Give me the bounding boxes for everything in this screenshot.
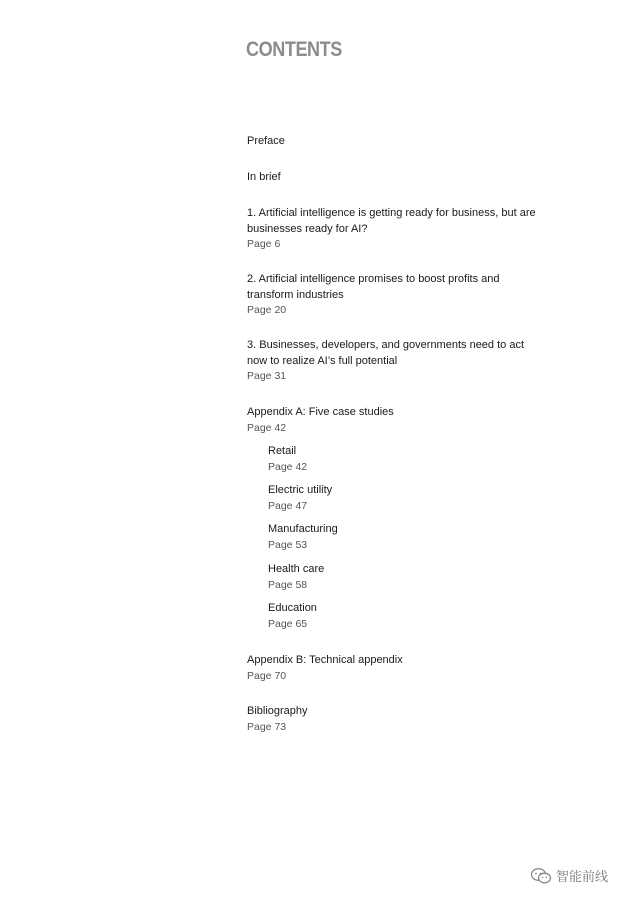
toc-entry-page: Page 42: [247, 421, 287, 434]
toc-entry-page: Page 20: [247, 304, 287, 316]
wechat-icon: [530, 867, 552, 885]
toc-entry-title: Bibliography: [247, 705, 308, 717]
toc-entry-page: Page 53: [268, 538, 308, 551]
toc-entry-page: Page 65: [268, 617, 308, 630]
page-title: CONTENTS: [246, 38, 342, 61]
toc-entry-title: In brief: [247, 171, 281, 183]
toc-entry-appendix-a[interactable]: [247, 405, 537, 436]
toc-entry-page: Page 42: [268, 460, 308, 473]
toc-entry-title: Retail: [268, 445, 297, 457]
toc-entry-title: 3. Businesses, developers, and governments need to act now to realize AI’s full potential: [247, 339, 525, 367]
toc-subentry-electric-utility[interactable]: [268, 483, 558, 514]
toc-entry-title: Education: [268, 602, 317, 614]
toc-entry-title: Manufacturing: [268, 523, 338, 535]
toc-entry-title: Health care: [268, 563, 325, 575]
toc-entry-page: Page 58: [268, 578, 308, 591]
toc-entry-title: 1. Artificial intelligence is getting ready for business, but are businesses ready for AI?: [247, 207, 536, 235]
toc-entry-chapter-2[interactable]: [247, 272, 537, 318]
toc-entry-title: Preface: [247, 135, 285, 147]
toc-entry-chapter-1[interactable]: [247, 206, 537, 252]
toc-entry-appendix-b[interactable]: [247, 653, 537, 684]
watermark-text: 智能前线: [556, 869, 609, 884]
toc-entry-bibliography[interactable]: [247, 704, 537, 735]
toc-entry-chapter-3[interactable]: [247, 338, 537, 384]
toc-entry-page: Page 73: [247, 720, 287, 733]
toc-subentry-education[interactable]: [268, 601, 558, 632]
toc-entry-page: Page 70: [247, 669, 287, 682]
toc-entry-page: Page 47: [268, 499, 308, 512]
toc-subentry-retail[interactable]: [268, 444, 558, 475]
toc-entry-title: Appendix B: Technical appendix: [247, 654, 403, 666]
toc-entry-title: Electric utility: [268, 484, 333, 496]
toc-subentry-manufacturing[interactable]: [268, 522, 558, 553]
toc-entry-title: Appendix A: Five case studies: [247, 406, 394, 418]
toc-entry-page: Page 31: [247, 370, 287, 382]
toc-entry-title: 2. Artificial intelligence promises to boost profits and transform industries: [247, 273, 500, 301]
toc-entry-page: Page 6: [247, 238, 281, 250]
toc-subentry-health-care[interactable]: [268, 562, 558, 593]
watermark: [530, 866, 608, 885]
toc-entry-preface[interactable]: [247, 134, 537, 150]
toc-entry-in-brief[interactable]: [247, 170, 537, 186]
